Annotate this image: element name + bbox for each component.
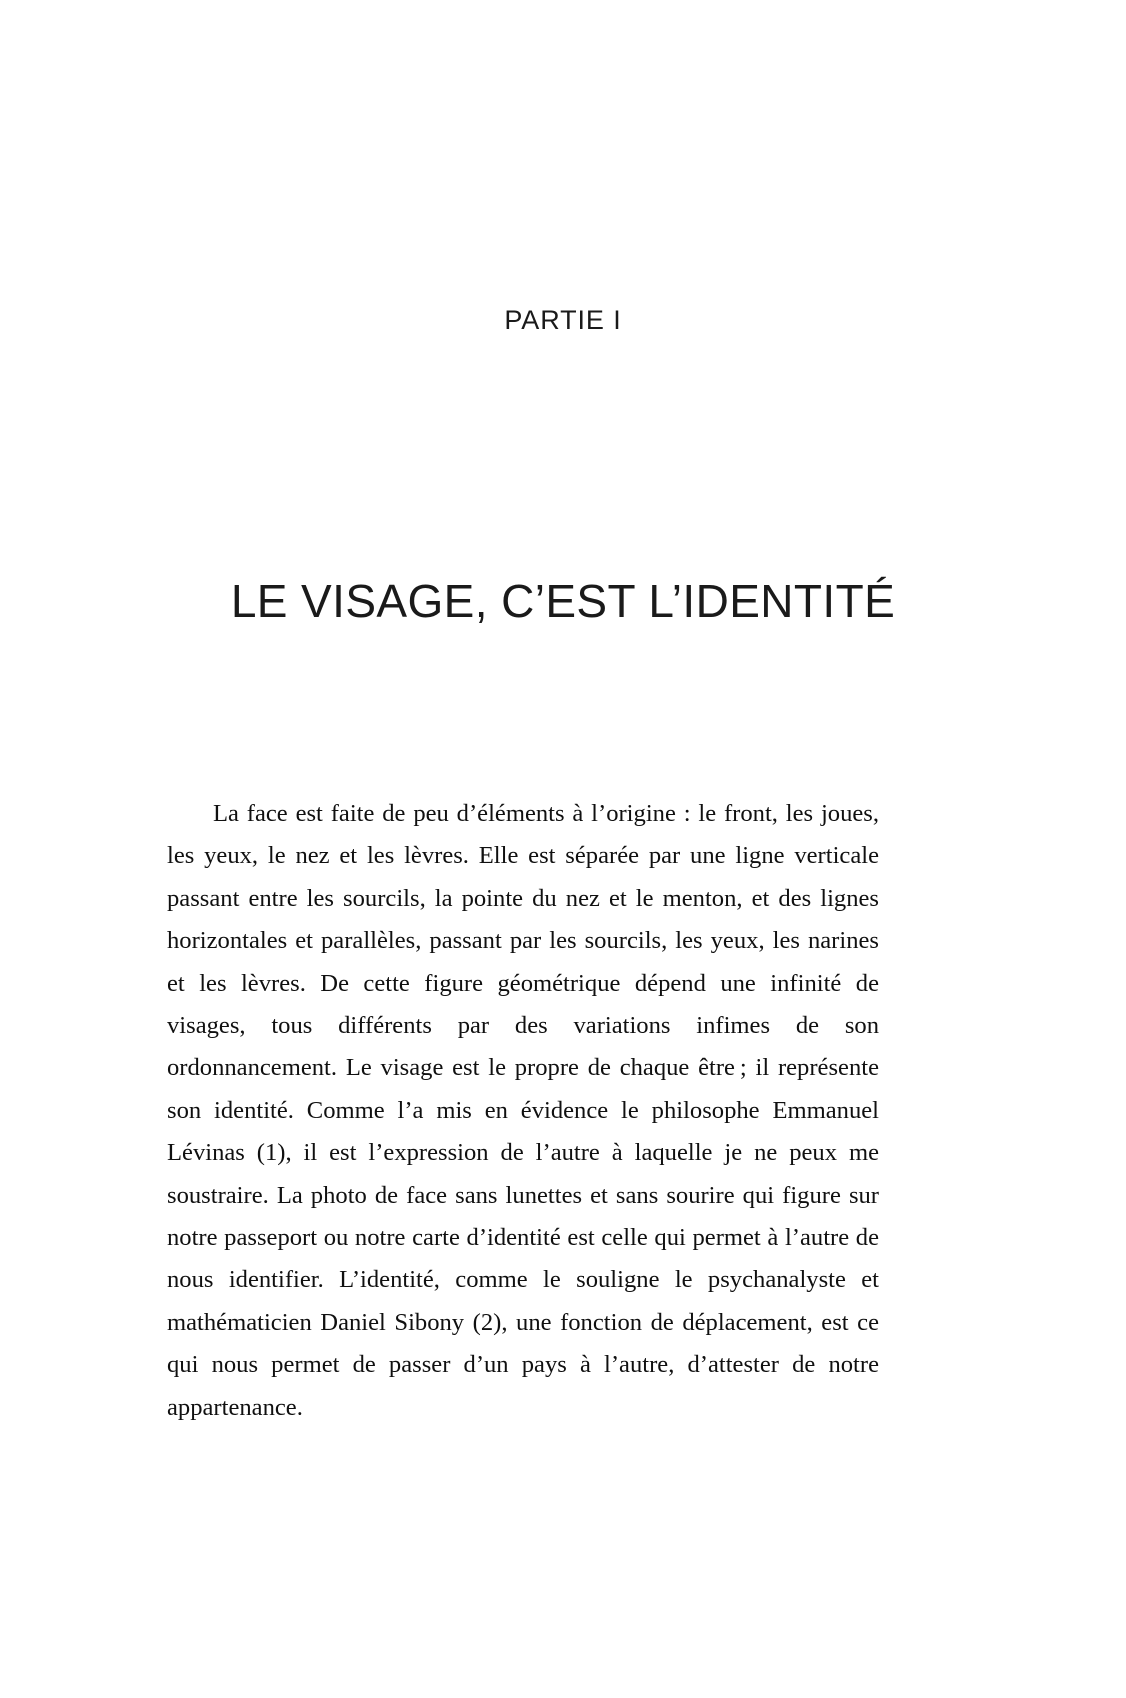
part-label: PARTIE I xyxy=(504,305,622,335)
body-text-block xyxy=(167,793,879,1429)
body-paragraph: La face est faite de peu d’éléments à l’origine : le front, les joues, les yeux, le nez et les lèvres. Elle est séparée par une ligne verticale passant entre les sourcils, la pointe du nez et le menton, et des lignes horizontales et parallèles, passant par les sourcils, les yeux, les narines et les lèvres. De cette figure géométrique dépend une infinité de visages, tous différents par des variations infimes de son ordonnancement. Le visage est le propre de chaque être ; il représente son identité. Comme l’a mis en évidence le philosophe Emmanuel Lévinas (1), il est l’expression de l’autre à laquelle je ne peux me soustraire. La photo de face sans lunettes et sans sourire qui figure sur notre passeport ou notre carte d’identité est celle qui permet à l’autre de nous identifier. L’identité, comme le souligne le psychanalyste et mathématicien Daniel Sibony (2), une fonction de déplacement, est ce qui nous permet de passer d’un pays à l’autre, d’attester de notre appartenance. xyxy=(167,800,879,1421)
chapter-title: LE VISAGE, C’EST L’IDENTITÉ xyxy=(230,574,896,627)
